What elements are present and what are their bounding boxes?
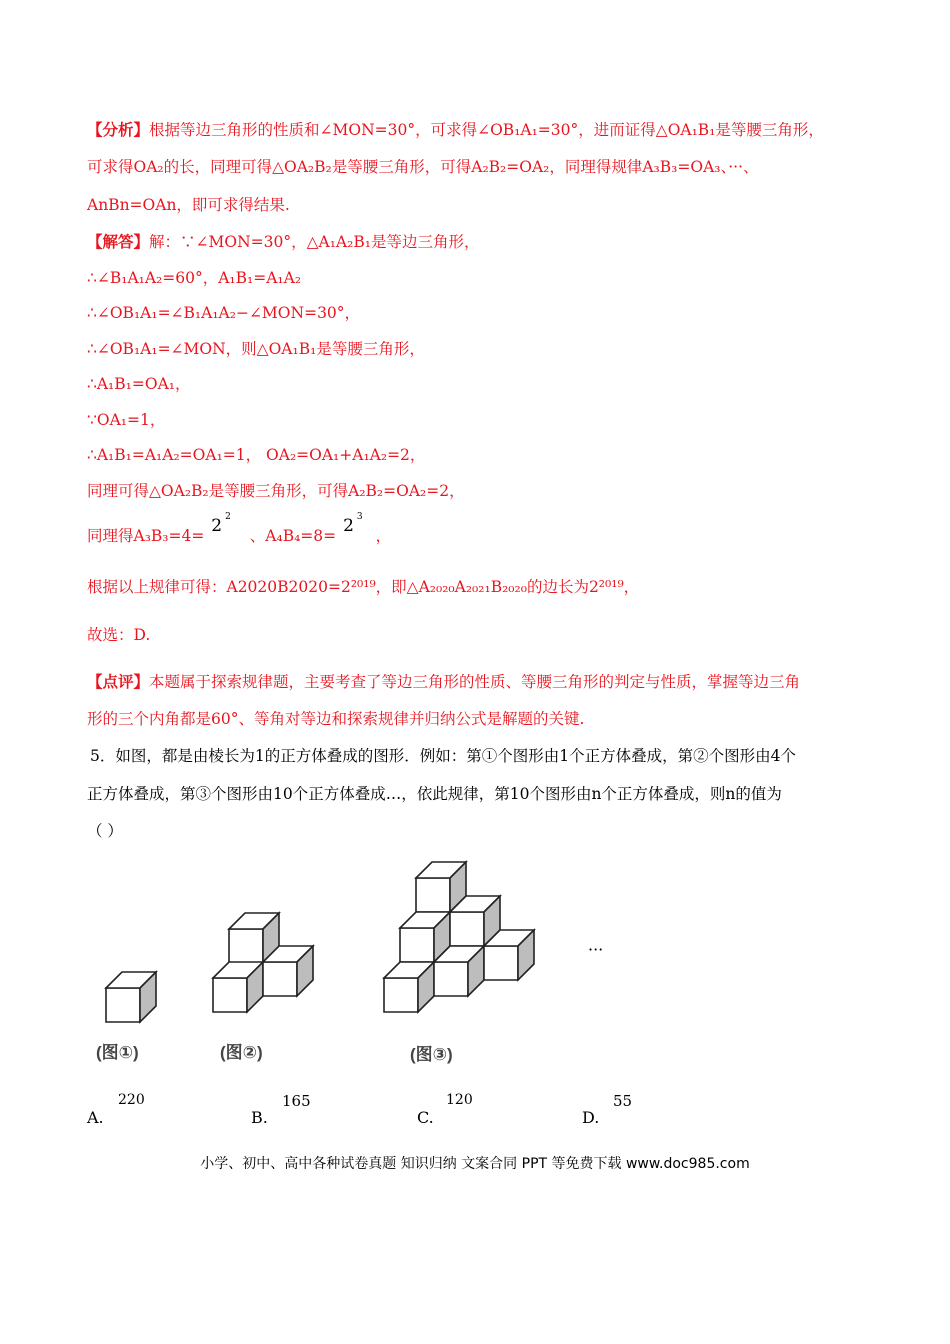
power-2-exp: 2 (225, 512, 231, 522)
footer-text: 小学、初中、高中各种试卷真题 知识归纳 文案合同 PPT 等免费下载 www.doc985.com (200, 1156, 750, 1172)
solution-line-3: ∴∠OB₁A₁=∠B₁A₁A₂−∠MON=30°， (87, 304, 361, 322)
comment-line-1 (87, 670, 800, 692)
cube (263, 946, 313, 996)
figure-ellipsis: ··· (588, 940, 604, 959)
analysis-tag: 【分析】 (87, 120, 150, 139)
option-d-letter[interactable]: D. (582, 1108, 600, 1127)
power-2-base: 2 (211, 516, 223, 536)
solution-9-a: 同理得A₃B₃=4= (87, 527, 205, 545)
figure-2-label: (图②) (220, 1043, 263, 1062)
cube (106, 972, 156, 1022)
analysis-line-3: AnBn=OAn，即可求得结果. (87, 196, 290, 214)
option-c-value: 120 (446, 1092, 473, 1108)
question-line-3: （ ） (87, 822, 123, 840)
solution-line-7: ∴A₁B₁=A₁A₂=OA₁=1， OA₂=OA₁+A₁A₂=2， (87, 446, 426, 464)
option-a-letter[interactable]: A. (87, 1108, 104, 1127)
option-d-value: 55 (613, 1092, 633, 1110)
power-3-base: 2 (343, 516, 354, 536)
solution-text-1: 解：∵∠MON=30°，△A₁A₂B₁是等边三角形， (149, 233, 480, 251)
cube (434, 946, 484, 996)
option-c-letter[interactable]: C. (417, 1108, 434, 1127)
option-b-letter[interactable]: B. (251, 1108, 268, 1127)
question-line-1: 5．如图，都是由棱长为1的正方体叠成的图形．例如：第①个图形由1个正方体叠成，第②个图形由4个 (90, 747, 796, 765)
cube (384, 962, 434, 1012)
analysis-line-1 (87, 118, 824, 140)
solution-9-d: 、A₄B₄=8= (249, 527, 337, 545)
comment-tag: 【点评】 (87, 672, 150, 691)
solution-line-11: 故选：D. (87, 626, 151, 644)
solution-9-g: ， (375, 527, 392, 545)
solution-line-4: ∴∠OB₁A₁=∠MON，则△OA₁B₁是等腰三角形， (87, 340, 425, 358)
option-a-value: 220 (118, 1092, 145, 1108)
comment-line-2: 形的三个内角都是60°、等角对等边和探索规律并归纳公式是解题的关键. (87, 710, 585, 728)
cube (484, 930, 534, 980)
comment-text-1: 本题属于探索规律题，主要考查了等边三角形的性质、等腰三角形的判定与性质，掌握等边三角 (149, 673, 801, 691)
cube-figures (0, 850, 950, 1030)
power-3-exp: 3 (356, 512, 363, 522)
cube (213, 962, 263, 1012)
figure-1-label: (图①) (96, 1043, 139, 1062)
analysis-text-1: 根据等边三角形的性质和∠MON=30°，可求得∠OB₁A₁=30°，进而证得△OA₁B₁是等腰三角形， (149, 121, 824, 139)
solution-line-5: ∴A₁B₁=OA₁， (87, 375, 191, 393)
solution-line-8: 同理可得△OA₂B₂是等腰三角形，可得A₂B₂=OA₂=2， (87, 482, 465, 500)
analysis-line-2: 可求得OA₂的长，同理可得△OA₂B₂是等腰三角形，可得A₂B₂=OA₂，同理得规律A₃B₃=OA₃、···、 (87, 158, 759, 176)
solution-line-6: ∵OA₁=1， (87, 411, 166, 429)
question-line-2: 正方体叠成，第③个图形由10个正方体叠成…，依此规律，第10个图形由n个正方体叠成，则n的值为 (87, 785, 782, 803)
figure-3-label: (图③) (410, 1045, 453, 1064)
solution-line-10: 根据以上规律可得：A2020B2020=2²⁰¹⁹，即△A₂₀₂₀A₂₀₂₁B₂₀₂₀的边长为2²⁰¹⁹， (87, 578, 640, 596)
solution-tag: 【解答】 (87, 232, 150, 251)
solution-line-1 (87, 230, 479, 252)
option-b-value: 165 (282, 1092, 311, 1110)
solution-line-9 (87, 512, 392, 546)
solution-line-2: ∴∠B₁A₁A₂=60°，A₁B₁=A₁A₂ (87, 269, 302, 287)
